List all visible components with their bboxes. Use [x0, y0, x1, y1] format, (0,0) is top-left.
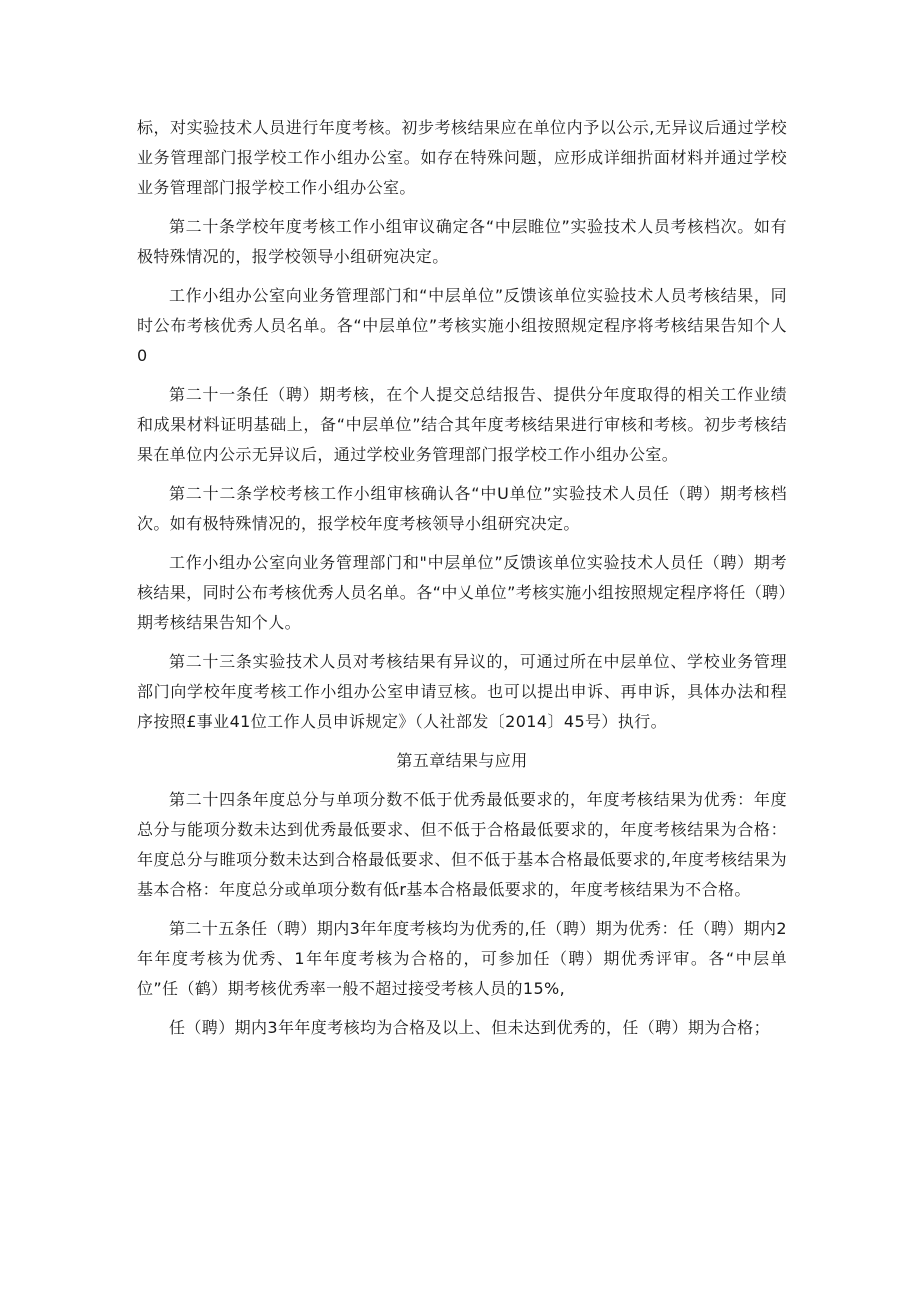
article-25-paragraph: 第二十五条任（聘）期内3年年度考核均为优秀的,任（聘）期为优秀：任（聘）期内2年年度考核为优秀、1年年度考核为合格的，可参加任（聘）期优秀评审。各“中层单位”任（鹤）期考核优秀率一般不超过接受考核人员的15%,	[137, 919, 787, 998]
document-body	[137, 113, 787, 1052]
term-qualified-paragraph: 任（聘）期内3年年度考核均为合格及以上、但未达到优秀的，任（聘）期为合格；	[169, 1018, 770, 1037]
feedback-paragraph-term: 工作小组办公室向业务管理部门和"中层单位”反馈该单位实验技术人员任（聘）期考核结果，同时公布考核优秀人员名单。各“中乂单位”考核实施小组按照规定程序将任（聘）期考核结果告知个人。	[137, 553, 787, 632]
article-20-paragraph: 第二十条学校年度考核工作小组审议确定各“中层睢位”实验技术人员考核档次。如有极特殊情况的，报学校领导小组研宛决定。	[137, 217, 787, 266]
article-22-paragraph: 第二十二条学校考核工作小组审核确认各“中U单位”实验技术人员任（聘）期考核档次。如有极特殊情况的，报学校年度考核领导小组研究决定。	[137, 484, 787, 533]
article-23-paragraph: 第二十三条实验技术人员对考核结果有异议的，可通过所在中层单位、学校业务管理部门向学校年度考核工作小组办公室申请豆核。也可以提出申诉、再申诉，具体办法和程序按照£事业41位工作人员申诉规定》（人社部发〔2014〕45号）执行。	[137, 652, 787, 731]
chapter-heading: 第五章结果与应用	[396, 751, 528, 770]
feedback-paragraph-annual: 工作小组办公室向业务管理部门和“中层单位”反馈该单位实验技术人员考核结果，同时公布考核优秀人员名单。各“中层单位”考核实施小组按照规定程序将考核结果告知个人0	[137, 286, 787, 365]
article-21-paragraph: 第二十一条任（聘）期考核，在个人提交总结报告、提供分年度取得的相关工作业绩和成果材料证明基础上，备“中层单位”结合其年度考核结果进行审核和考核。初步考核结果在单位内公示无异议后，通过学校业务管理部门报学校工作小组办公室。	[137, 385, 787, 464]
article-24-paragraph: 第二十四条年度总分与单项分数不低于优秀最低要求的，年度考核结果为优秀：年度总分与能项分数未达到优秀最低要求、但不低于合格最低要求的，年度考核结果为合格：年度总分与睢项分数未达到合格最低要求、但不低于基本合格最低要求的,年度考核结果为基本合格：年度总分或单项分数有低r基本合格最低要求的，年度考核结果为不合格。	[137, 790, 787, 899]
paragraph-continuation: 标，对实验技术人员进行年度考核。初步考核结果应在单位内予以公示,无异议后通过学校业务管理部门报学校工作小组办公室。如存在特殊问题，应形成详细扸面材料并通过学校业务管理部门报学校工作小组办公室。	[137, 118, 787, 197]
